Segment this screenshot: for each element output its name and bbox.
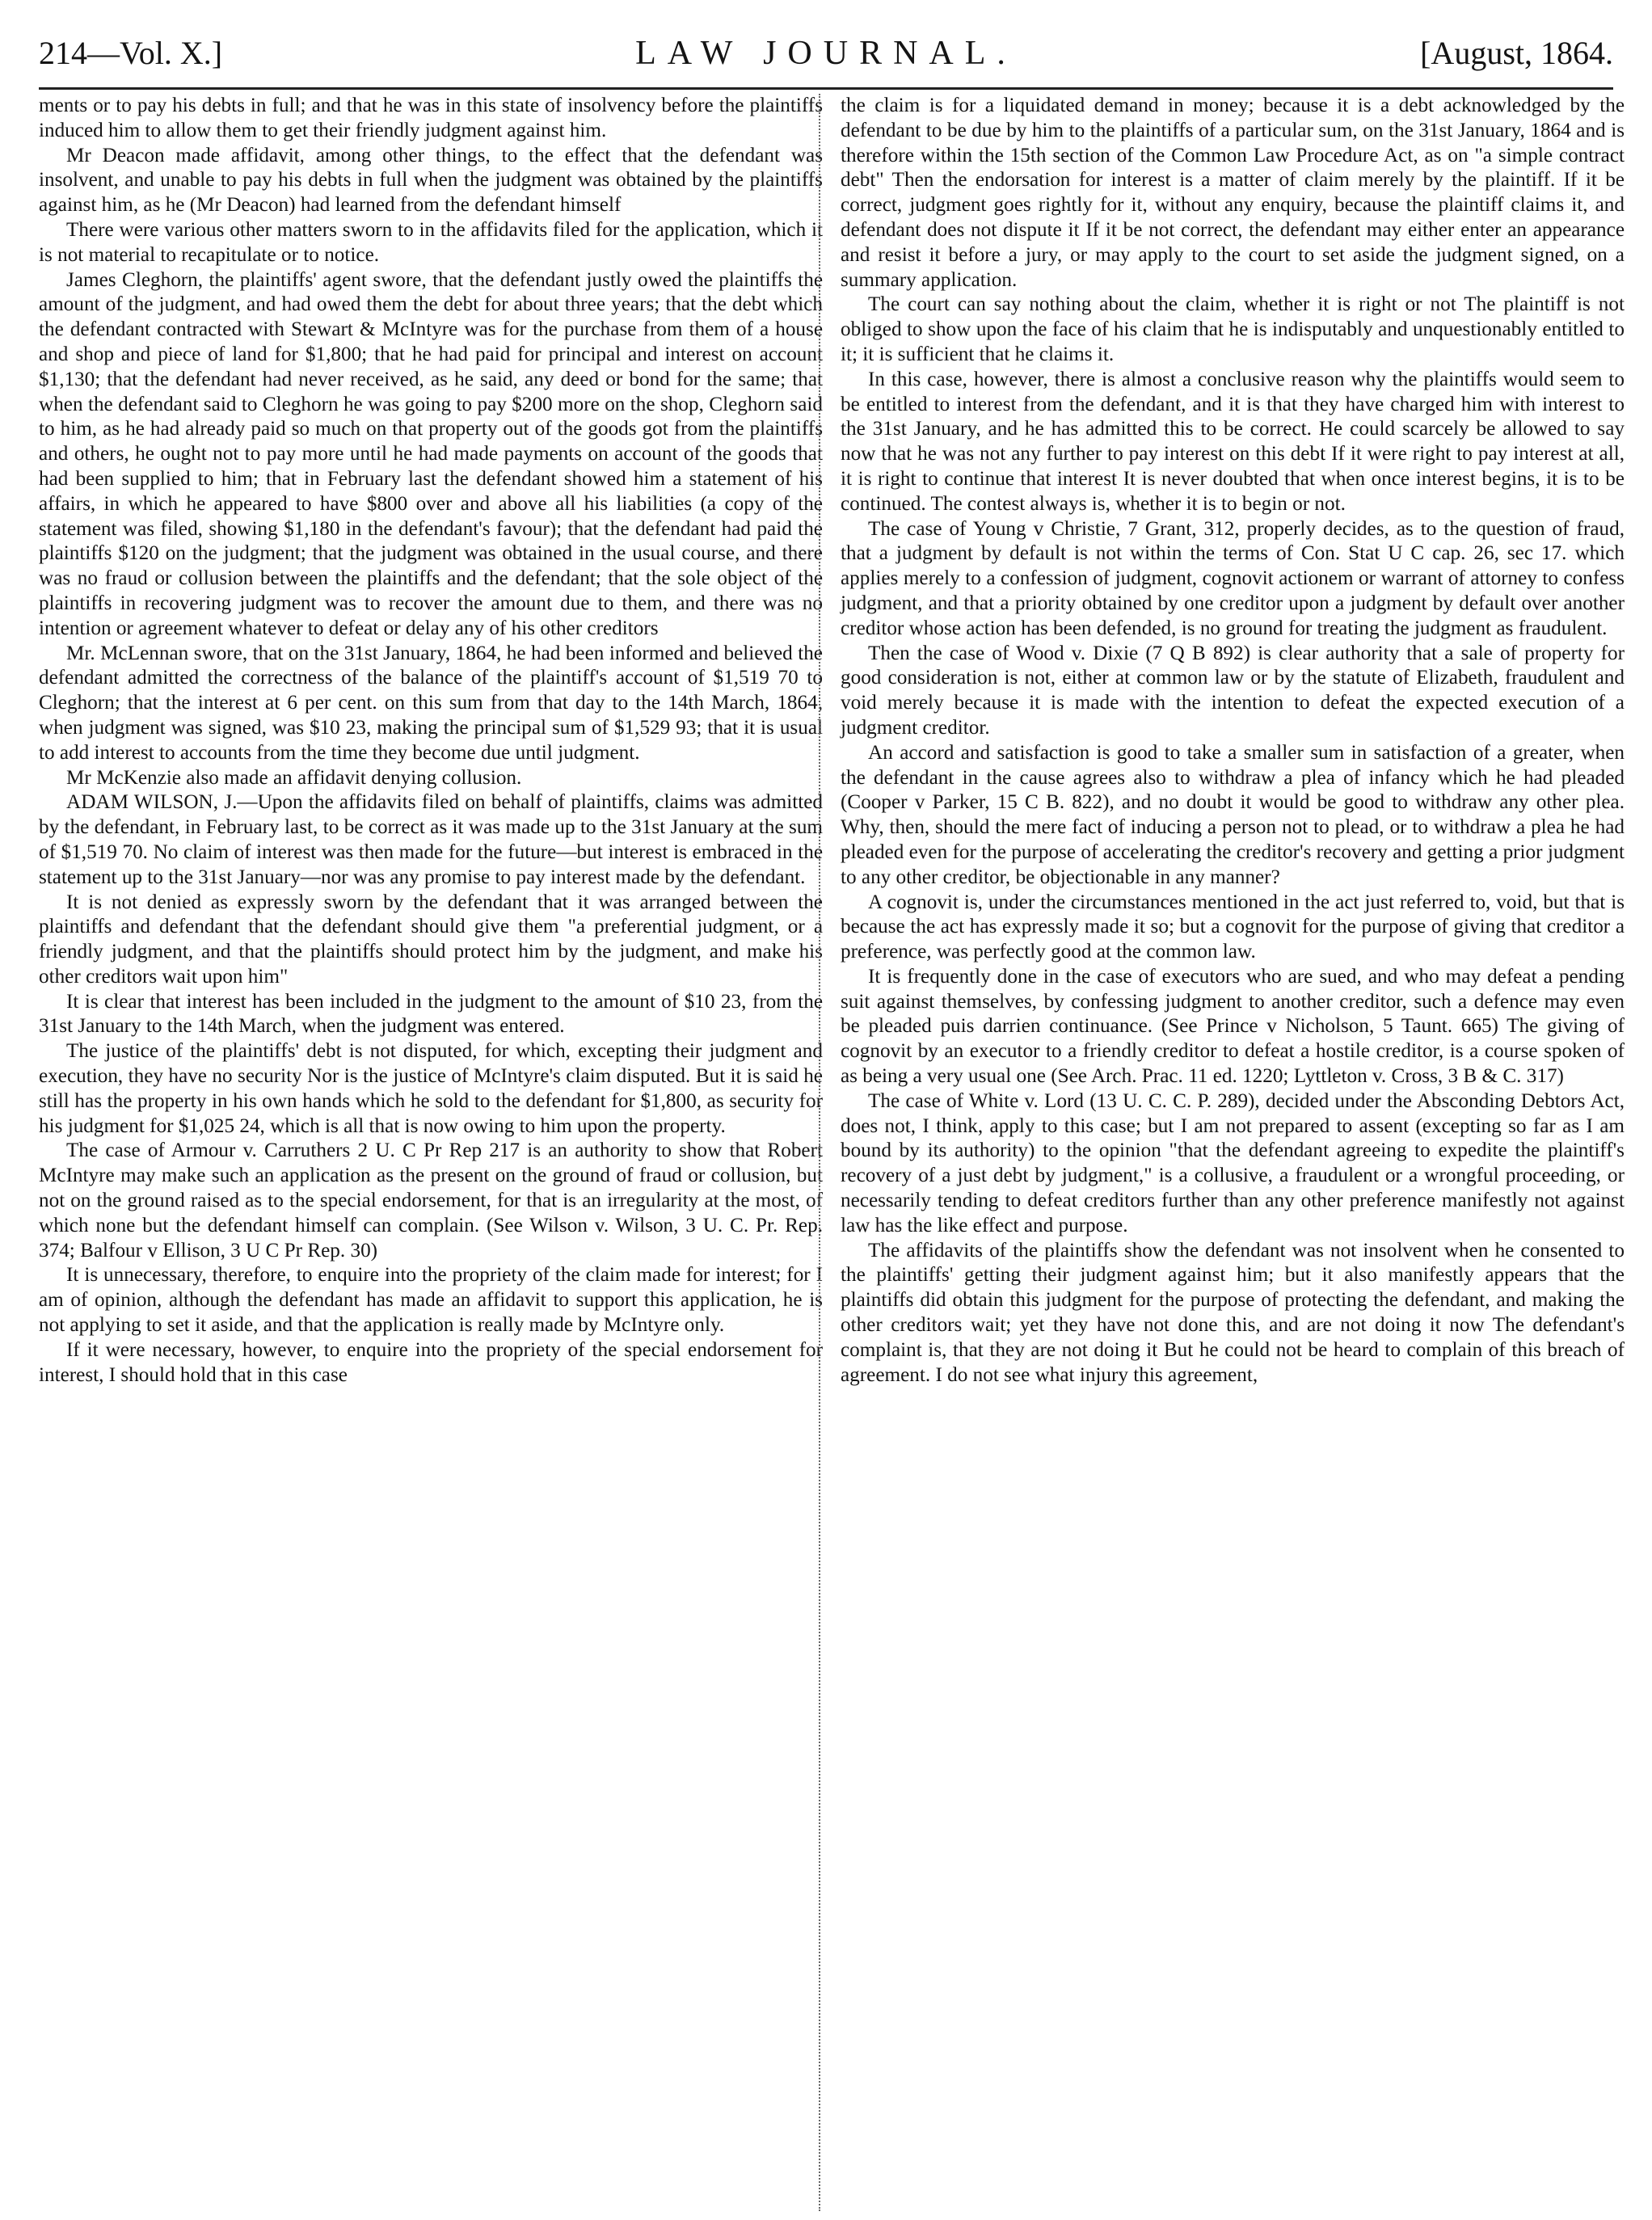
- paragraph: It is frequently done in the case of executors who are sued, and who may defeat a pending suit against themselves, by confessing judgment to another creditor, such a defence may even be pleaded puis darrien continuance. (See Prince v Nicholson, 5 Taunt. 665) The giving of cognovit by an executor to a friendly creditor to defeat a hostile creditor, is a course spoken of as being a very usual one (See Arch. Prac. 11 ed. 1220; Lyttleton v. Cross, 3 B & C. 317): [841, 965, 1625, 1088]
- paragraph: The affidavits of the plaintiffs show the defendant was not insolvent when he consented to the plaintiffs' getting their judgment against him; but it also manifestly appears that the plaintiffs did obtain this judgment for the purpose of protecting the defendant, and making the other creditors wait; yet they have not done this, and are not doing it now The defendant's complaint is, that they are not doing it But he could not be heard to complain of this breach of agreement. I do not see what injury this agreement,: [841, 1239, 1625, 1386]
- paragraph: There were various other matters sworn to in the affidavits filed for the application, which it is not material to recapitulate or to notice.: [39, 218, 823, 266]
- paragraph: The case of Young v Christie, 7 Grant, 312, properly decides, as to the question of fraud, that a judgment by default is not within the terms of Con. Stat U C cap. 26, sec 17. which applies merely to a confession of judgment, cognovit actionem or warrant of attorney to confess judgment, and that a priority obtained by one creditor upon a judgment by default over another creditor whose action has been defended, is no ground for treating the judgment as fraudulent.: [841, 517, 1625, 639]
- issue-date: [August, 1864.: [1420, 35, 1613, 71]
- paragraph: The justice of the plaintiffs' debt is not disputed, for which, excepting their judgment and execution, they have no security Nor is the justice of McIntyre's claim disputed. But it is said he still has the property in his own hands which he sold to the defendant for $1,800, as security for his judgment for $1,025 24, which is all that is now owing to him upon the property.: [39, 1040, 823, 1137]
- paragraph: ADAM WILSON, J.—Upon the affidavits filed on behalf of plaintiffs, claims was admitted by the defendant, in February last, to be correct as it was made up to the 31st January at the sum of $1,519 70. No claim of interest was then made for the future—but interest is embraced in the statement up to the 31st January—nor was any promise to pay interest made by the defendant.: [39, 791, 823, 888]
- paragraph: Then the case of Wood v. Dixie (7 Q B 892) is clear authority that a sale of property for good consideration is not, either at common law or by the statute of Elizabeth, fraudulent and void merely because it is made with the intention to defeat the expected execution of a judgment creditor.: [841, 642, 1625, 739]
- paragraph: A cognovit is, under the circumstances mentioned in the act just referred to, void, but that is because the act has expressly made it so; but a cognovit for the purpose of giving that creditor a preference, was perfectly good at the common law.: [841, 891, 1625, 963]
- paragraph: Mr Deacon made affidavit, among other things, to the effect that the defendant was insolvent, and unable to pay his debts in full when the judgment was obtained by the plaintiffs against him, as he (Mr Deacon) had learned from the defendant himself: [39, 144, 823, 217]
- paragraph: Mr McKenzie also made an affidavit denying collusion.: [66, 766, 522, 789]
- running-header: [39, 31, 1613, 90]
- paragraph: It is not denied as expressly sworn by the defendant that it was arranged between the plaintiffs and defendant that the defendant should give them "a preferential judgment, or a friendly judgment, and that the plaintiffs should protect him by the judgment, and make his other creditors wait upon him": [39, 891, 823, 988]
- paragraph: In this case, however, there is almost a conclusive reason why the plaintiffs would seem to be entitled to interest from the defendant, and it is that they have charged him with interest to the 31st January, and he has admitted this to be correct. He could scarcely be allowed to say now that he was not any further to pay interest on this debt If it were right to pay interest at all, it is right to continue that interest It is never doubted that when once interest begins, it is to be continued. The contest always is, whether it is to begin or not.: [841, 368, 1625, 515]
- paragraph: The case of Armour v. Carruthers 2 U. C Pr Rep 217 is an authority to show that Robert McIntyre may make such an application as the present on the ground of fraud or collusion, but not on the ground raised as to the special endorsement, for that is an irregularity at the most, of which none but the defendant himself can complain. (See Wilson v. Wilson, 3 U. C. Pr. Rep. 374; Balfour v Ellison, 3 U C Pr Rep. 30): [39, 1139, 823, 1262]
- paragraph: Mr. McLennan swore, that on the 31st January, 1864, he had been informed and believed the defendant admitted the correctness of the balance of the plaintiff's account of $1,519 70 to Cleghorn; that the interest at 6 per cent. on this sum from that day to the 14th March, 1864, when judgment was signed, was $10 23, making the principal sum of $1,529 93; that it is usual to add interest to accounts from the time they become due until judgment.: [39, 642, 823, 764]
- paragraph: If it were necessary, however, to enquire into the propriety of the special endorsement for interest, I should hold that in this case: [39, 1338, 823, 1386]
- paragraph: The case of White v. Lord (13 U. C. C. P. 289), decided under the Absconding Debtors Act, does not, I think, apply to this case; but I am not prepared to assent (excepting so far as I am bound by its authority) to the opinion "that the defendant agreeing to expedite the plaintiff's recovery of a just debt by judgment," is a collusive, a fraudulent or a wrongful proceeding, or necessarily tending to defeat creditors further than any other preference manifestly not against law has the like effect and purpose.: [841, 1089, 1625, 1236]
- paragraph: It is clear that interest has been included in the judgment to the amount of $10 23, from the 31st January to the 14th March, when the judgment was entered.: [39, 990, 823, 1038]
- journal-title: LAW JOURNAL.: [635, 35, 1017, 72]
- paragraph: James Cleghorn, the plaintiffs' agent swore, that the defendant justly owed the plaintiffs the amount of the judgment, and had owed them the debt for about three years; that the debt which the defendant contracted with Stewart & McIntyre was for the purchase from them of a house and shop and piece of land for $1,800; that he had paid for principal and interest on account $1,130; that the defendant had never received, as he said, any deed or bond for the same; that when the defendant said to Cleghorn he was going to pay $200 more on the shop, Cleghorn said to him, as he had already paid so much on that property out of the goods got from the plaintiffs and others, he ought not to pay more until he had made payments on account of the goods that had been supplied to him; that in February last the defendant showed him a statement of his affairs, in which he appeared to have $800 over and above all his liabilities (a copy of the statement was filed, showing $1,180 in the defendant's favour); that the defendant had paid the plaintiffs $120 on the judgment; that the judgment was obtained in the usual course, and there was no fraud or collusion between the plaintiffs and the defendant; that the sole object of the plaintiffs in recovering judgment was to recover the amount due to them, and there was no intention or agreement whatever to defeat or delay any of his other creditors: [39, 268, 823, 639]
- paragraph: It is unnecessary, therefore, to enquire into the propriety of the claim made for interest; for I am of opinion, although the defendant has made an affidavit to support this application, he is not applying to set it aside, and that the application is really made by McIntyre only.: [39, 1264, 823, 1337]
- left-column: [39, 94, 823, 1388]
- paragraph: An accord and satisfaction is good to take a smaller sum in satisfaction of a greater, when the defendant in the cause agrees also to withdraw a plea of infancy which he had pleaded (Cooper v Parker, 15 C B. 822), and no doubt it would be good to withdraw any other plea. Why, then, should the mere fact of inducing a person not to plead, or to withdraw a plea he had pleaded even for the purpose of accelerating the creditor's recovery and getting a prior judgment to any other creditor, be objectionable in any manner?: [841, 741, 1625, 888]
- right-column: [841, 94, 1625, 1388]
- page-volume: 214—Vol. X.]: [39, 35, 223, 71]
- column-divider: [819, 94, 820, 2211]
- paragraph: The court can say nothing about the claim, whether it is right or not The plaintiff is not obliged to show upon the face of his claim that he is indisputably and unquestionably entitled to it; it is sufficient that he claims it.: [841, 293, 1625, 365]
- paragraph: ments or to pay his debts in full; and that he was in this state of insolvency before the plaintiffs induced him to allow them to get their friendly judgment against him.: [39, 95, 823, 141]
- paragraph: the claim is for a liquidated demand in money; because it is a debt acknowledged by the defendant to be due by him to the plaintiffs of a particular sum, on the 31st January, 1864 and is therefore within the 15th section of the Common Law Procedure Act, as on "a simple contract debt" Then the endorsation for interest is a matter of claim merely by the plaintiff. If it be correct, judgment goes rightly for it, without any enquiry, because the plaintiff claims it, and defendant does not dispute it If it be not correct, the defendant may either enter an appearance and resist it before a jury, or may apply to the court to set aside the judgment signed, on a summary application.: [841, 95, 1625, 291]
